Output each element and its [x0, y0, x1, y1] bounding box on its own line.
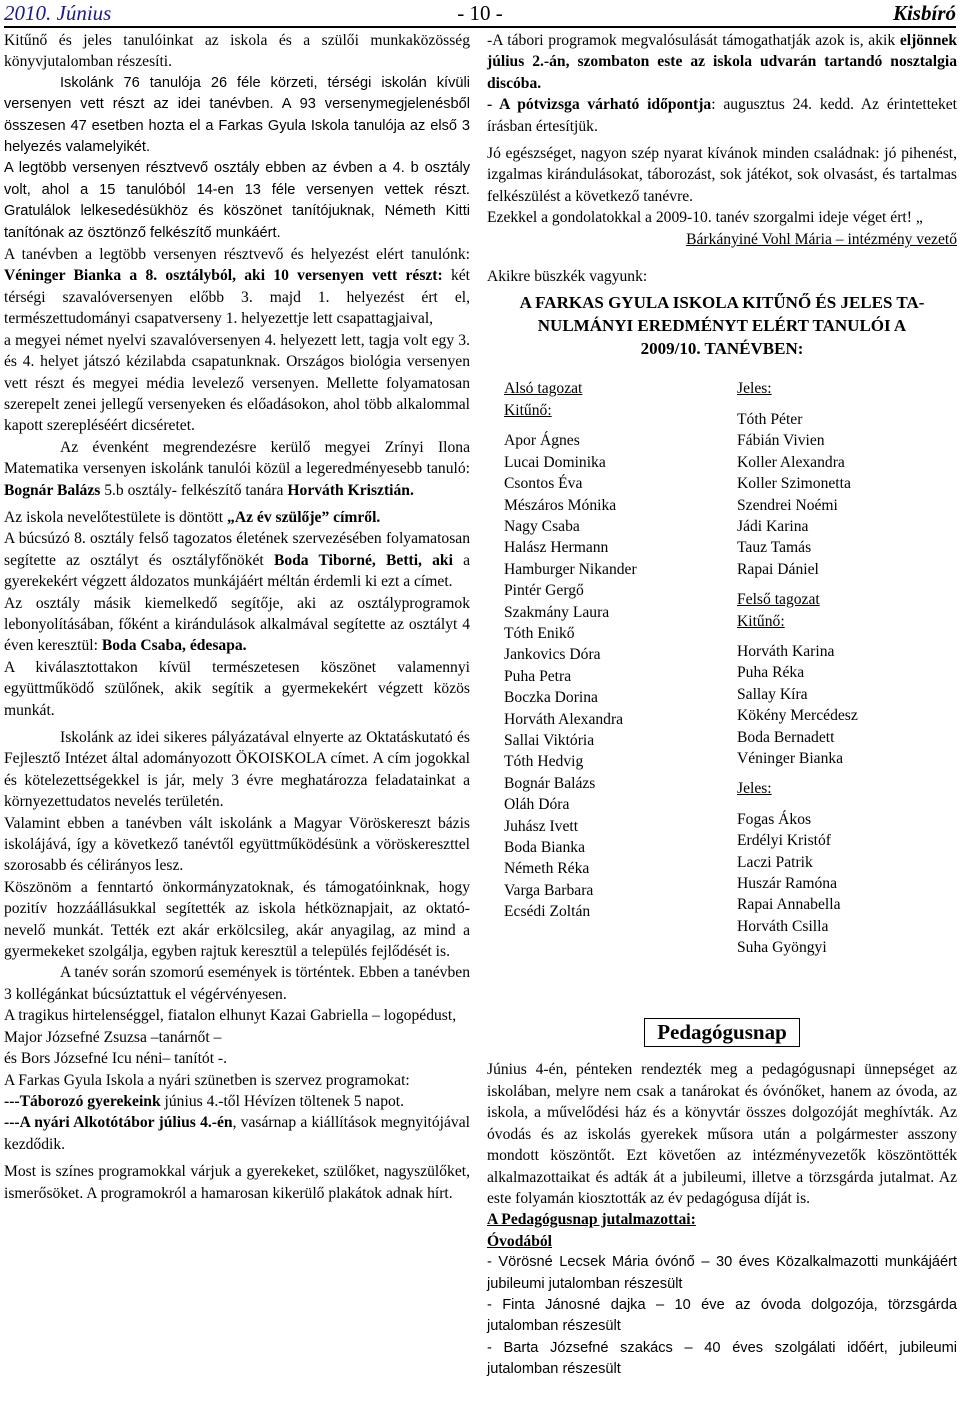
- paragraph-betti: A búcsúzó 8. osztály felső tagozatos életének szervezésében folyamatosan segítette az osztályt és osztályfőnökét Boda Tiborné, Betti, aki a gyerekekért végzett áldozatos munkájáért méltán érdemli ki ezt a címet.: [4, 530, 470, 591]
- award-item: - Barta Józsefné szakács – 40 éves szolgálati időért, jubileumi jutalomban részesült: [487, 1339, 957, 1378]
- student-name: Rapai Dániel: [737, 560, 819, 578]
- paragraph-red-cross: Valamint ebben a tanévben vált iskolánk a Magyar Vöröskereszt bázis iskolájává, így a következő tanévtől együttműködésünk a vöröskereszttel szorosabb és célirányos lesz.: [4, 814, 470, 875]
- honor-list-right: [737, 378, 858, 958]
- student-name: Apor Ágnes: [504, 432, 580, 450]
- student-name: Lucai Dominika: [504, 453, 606, 471]
- student-name: Horváth Csilla: [737, 917, 829, 935]
- publication-title: Kisbíró: [892, 1, 956, 25]
- student-name: Horváth Karina: [737, 642, 835, 660]
- student-name: Jankovics Dóra: [504, 646, 601, 664]
- student-name: Hamburger Nikander: [504, 560, 637, 578]
- student-name: Sallay Kíra: [737, 685, 808, 703]
- awards-heading: A Pedagógusnap jutalmazottai:: [487, 1211, 696, 1229]
- honor-roll-lists: [487, 378, 957, 1018]
- issue-date: 2010. Június: [4, 1, 112, 25]
- upper-good-label: Jeles:: [737, 780, 772, 798]
- student-name: Rapai Annabella: [737, 896, 841, 914]
- right-column: [487, 30, 957, 1381]
- paragraph-wishes: Jó egészséget, nagyon szép nyarat kívánok minden családnak: jó pihenést, izgalmas kirándulásokat, táborozást, sok játékot, sok olvasást, és tartalmas felkészülést a következő tanévre.: [487, 145, 957, 205]
- upper-school-excellent-names: [737, 641, 858, 769]
- student-name: Jádi Karina: [737, 517, 809, 535]
- paragraph-thanks-parents: A kiválasztottakon kívül természetesen köszönet valamennyi együttműködő szülőnek, akik segítik a gyermekekért végzett közös munkát.: [4, 658, 470, 719]
- paragraph-thanks-sponsors: Köszönöm a fenntartó önkormányzatoknak, és támogatóinknak, hogy pozitív hozzáállásukkal segítették az iskola hétköznapjait, az oktató-nevelő munkát. Tették ezt akár erkölcsileg, akár anyagilag, az mind a gyermekeket szolgálja, egyben rajtuk keresztül a település fejlődését is.: [4, 878, 470, 961]
- student-name: Bognár Balázs: [504, 774, 596, 792]
- paragraph-camp: ---Táborozó gyerekeink június 4.-től Hévízen töltenek 5 napot.: [4, 1092, 405, 1110]
- student-name: Tauz Tamás: [737, 539, 812, 557]
- paragraph-top-student-cont: a megyei német nyelvi szavalóversenyen 4. helyezett lett, tagja volt egy 3. és 4. helyet játszó kézilabda csapatunknak. Országos biológia versenyen vett részt és megyei média levelező versenyen. Mellette folyamatosan szerepelt zenei jellegű versenyeken és előadásokon, ahol több alkalommal kapott szerepléséért dicséretet.: [4, 331, 470, 435]
- kindergarten-heading: Óvodából: [487, 1232, 552, 1250]
- paragraph-exam: - A pótvizsga várható időpontja: augusztus 24. kedd. Az érintetteket írásban értesítjük.: [487, 96, 957, 135]
- student-name: Kökény Mercédesz: [737, 707, 858, 725]
- student-name: Mészáros Mónika: [504, 496, 617, 514]
- student-name: Suha Gyöngyi: [737, 939, 827, 957]
- page-number: - 10 -: [457, 1, 503, 25]
- paragraph-okoiskola: Iskolánk az idei sikeres pályázatával elnyerte az Oktatáskutató és Fejlesztő Intézet által adományozott ÖKOISKOLA címet. A cím jogokkal és kötelezettségekkel is jár, mely 3 évre meghatározza feladatainkat a környezettudatos nevelés területén.: [4, 729, 470, 811]
- student-name: Oláh Dóra: [504, 796, 570, 814]
- student-name: Horváth Alexandra: [504, 710, 624, 728]
- student-name: Szendrei Noémi: [737, 496, 838, 514]
- student-name: Boczka Dorina: [504, 689, 598, 707]
- paragraph-closing: Most is színes programokkal várjuk a gyerekeket, szülőket, nagyszülőket, ismerősöket. A programokról a hamarosan kikerülő plakátok adnak hírt.: [4, 1163, 470, 1202]
- student-name: Koller Alexandra: [737, 453, 845, 471]
- paragraph-class-4b: A legtöbb versenyen résztvevő osztály ebben az évben a 4. b osztály volt, ahol a 15 tanulóból 14-en 13 féle versenyen vettek részt. Gratulálok lelkesedésükhöz és köszönet tanítójuknak, Németh Kitti tanítónak az ösztönző felkészítő munkáért.: [4, 160, 470, 241]
- paragraph-year-end: Ezekkel a gondolatokkal a 2009-10. tanév szorgalmi ideje véget ért! „: [487, 209, 923, 227]
- paragraph-summer-programs: A Farkas Gyula Iskola a nyári szünetben is szervez programokat:: [4, 1071, 410, 1089]
- paragraph-competitions: Iskolánk 76 tanulója 26 féle körzeti, térségi iskolán kívüli versenyen vett részt az idei tanévben. A 93 versenymegjelenésből összesen 47 esetben hozta el a Farkas Gyula Iskola tanulója az első 3 helyezés valamelyikét.: [4, 74, 470, 156]
- student-name: Ecsédi Zoltán: [504, 903, 591, 921]
- paragraph-kazai: A tragikus hirtelenséggel, fiatalon elhunyt Kazai Gabriella – logopédust,: [4, 1007, 457, 1025]
- lower-school-list: [504, 378, 637, 922]
- paragraph-sad-events: A tanév során szomorú események is történtek. Ebben a tanévben 3 kollégánkat búcsúztattuk el végérvényesen.: [4, 964, 470, 1003]
- paragraph-csaba: Az osztály másik kiemelkedő segítője, aki az osztályprogramok lebonyolításában, főként a kirándulások alkalmával segítette az osztályt 4 éven keresztül: Boda Csaba, édesapa.: [4, 594, 470, 655]
- paragraph-parent-award: Az iskola nevelőtestülete is döntött „Az év szülője” címről.: [4, 508, 381, 526]
- student-name: Véninger Bianka: [737, 749, 844, 767]
- paragraph-zrinyi: Az évenként megrendezésre kerülő megyei Zrínyi Ilona Matematika versenyen iskolánk tanulói közül a legeredményesebb tanuló: Bognár Balázs 5.b osztály- felkészítő tanára Horváth Krisztián.: [4, 438, 470, 499]
- paragraph-teachers-day: Június 4-én, pénteken rendezték meg a pedagógusnapi ünnepséget az iskolában, melyre nem csak a tanárokat és óvónőket, hanem az óvoda, az iskola, a művelődési ház és a könyvtár összes dolgozóját meghívták. Az óvodás és az iskolás gyerekek műsora után a polgármester asszony mondott köszöntőt. Ezt követően az intézményvezetők köszöntötték alkalmazottaikat és adták át a jubileumi, illetve a törzsgárda jutalmat. Az este folyamán kiosztották az év pedagógusa díját is.: [487, 1061, 957, 1207]
- student-name: Erdélyi Kristóf: [737, 832, 831, 850]
- student-name: Tóth Péter: [737, 410, 803, 428]
- student-name: Tóth Enikő: [504, 624, 575, 642]
- student-name: Boda Bernadett: [737, 728, 835, 746]
- award-item: - Vörösné Lecsek Mária óvónő – 30 éves Közalkalmazotti munkájáért jubileumi jutalomban részesült: [487, 1254, 957, 1292]
- lower-school-title: Alsó tagozat: [504, 380, 583, 398]
- page-header: [4, 0, 956, 28]
- lower-school-good-names: [737, 409, 858, 580]
- upper-school-good-names: [737, 809, 858, 959]
- student-name: Boda Bianka: [504, 839, 585, 856]
- paragraph-bors: és Bors Józsefné Icu néni– tanítót -.: [4, 1050, 228, 1068]
- student-name: Szakmány Laura: [504, 603, 610, 621]
- honor-roll-year: 2009/10. TANÉVBEN:: [640, 339, 804, 359]
- student-name: Halász Hermann: [504, 539, 609, 557]
- student-name: Csontos Éva: [504, 475, 583, 493]
- student-name: Huszár Ramóna: [737, 875, 838, 892]
- upper-school-title: Felső tagozat: [737, 591, 820, 609]
- paragraph-disco: -A tábori programok megvalósulását támogathatják azok is, akik eljönnek július 2.-án, szombaton este az iskola udvarán tartandó nosztalgia discóba.: [487, 32, 957, 92]
- lower-school-excellent-names: [504, 430, 637, 922]
- student-name: Tóth Hedvig: [504, 753, 584, 771]
- upper-excellent-label: Kitűnő:: [737, 612, 785, 630]
- student-name: Koller Szimonetta: [737, 475, 851, 493]
- award-item: - Finta Jánosné dajka – 10 éve az óvoda dolgozója, törzsgárda jutalomban részesült: [487, 1296, 957, 1335]
- top-student-name: Véninger Bianka a 8. osztályból, aki 10 versenyen vett részt:: [4, 267, 443, 285]
- paragraph-book-rewards: Kitűnő és jeles tanulóinkat az iskola és a szülői munkaközösség könyvjutalomban részesíti.: [4, 32, 470, 71]
- student-name: Puha Réka: [737, 664, 805, 682]
- excellent-label: Kitűnő:: [504, 401, 552, 419]
- student-name: Fogas Ákos: [737, 810, 812, 828]
- paragraph-top-student: A tanévben a legtöbb versenyen résztvevő és helyezést elért tanulónk: Véninger Bianka a 8. osztályból, aki 10 versenyen vett részt: két térségi szavalóversenyen előbb 3. majd 1. helyezést ért el, természettudományi csapatverseny 1. helyezettje lett csapattagjaival,: [4, 246, 471, 328]
- left-column: [4, 30, 470, 1204]
- student-name: Varga Barbara: [504, 881, 594, 899]
- signature: Bárkányiné Vohl Mária – intézmény vezető: [686, 230, 957, 248]
- good-label: Jeles:: [737, 380, 772, 398]
- honor-roll-heading: A FARKAS GYULA ISKOLA KITŰNŐ ÉS JELES TA- NULMÁNYI EREDMÉNYT ELÉRT TANULÓI A: [519, 293, 925, 336]
- student-name: Juhász Ivett: [504, 817, 579, 835]
- paragraph-art-camp: ---A nyári Alkotótábor július 4.-én, vasárnap a kiállítások megnyitójával kezdődik.: [4, 1114, 470, 1153]
- student-name: Sallai Viktória: [504, 731, 595, 749]
- paragraph-proud: Akikre büszkék vagyunk:: [487, 268, 648, 286]
- student-name: Németh Réka: [504, 860, 590, 878]
- paragraph-major: Major Józsefné Zsuzsa –tanárnőt –: [4, 1028, 222, 1046]
- teachers-day-title: Pedagógusnap: [644, 1018, 800, 1047]
- student-name: Nagy Csaba: [504, 517, 580, 535]
- student-name: Puha Petra: [504, 667, 572, 685]
- student-name: Fábián Vivien: [737, 432, 825, 450]
- student-name: Laczi Patrik: [737, 853, 813, 871]
- student-name: Pintér Gergő: [504, 582, 584, 600]
